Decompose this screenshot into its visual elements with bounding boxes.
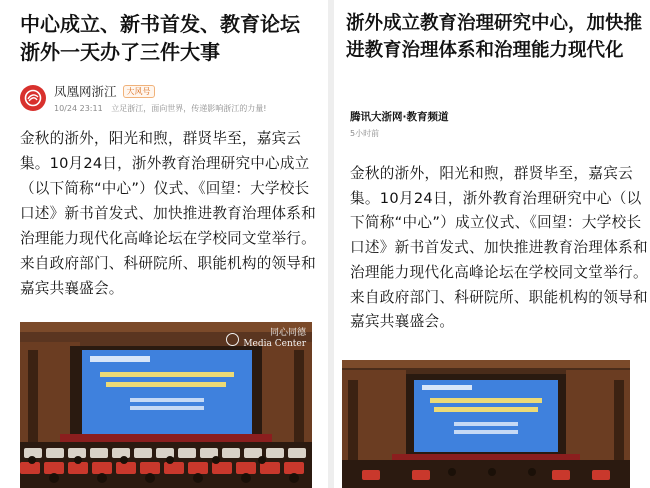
right-article-photo[interactable] [342,360,630,488]
seal-icon [226,333,239,346]
phoenix-logo-icon[interactable] [20,85,46,111]
left-source-timestamp: 10/24 23:11 [54,104,103,113]
watermark-line2: Media Center [243,339,306,349]
media-center-watermark [226,328,306,350]
right-article-headline[interactable]: 浙外成立教育治理研究中心，加快推进教育治理体系和治理能力现代化 [346,13,643,61]
left-article-panel [0,0,322,488]
right-source-meta [350,109,449,139]
left-source-name[interactable]: 凤凰网浙江 [54,84,117,99]
left-source-slogan: 立足浙江，面向世界，传递影响浙江的力量! [111,104,267,113]
right-source-name[interactable]: 腾讯大浙网·教育频道 [350,111,449,123]
left-source-row [20,80,320,116]
auditorium-photo-right [342,360,630,488]
right-source-row [350,109,449,139]
watermark-line1: 同心同德 [269,328,306,338]
source-badge: 大风号 [123,85,155,98]
left-article-photo[interactable] [20,322,312,488]
left-source-subline [54,103,272,114]
right-article-body: 金秋的浙外，阳光和煦，群贤毕至，嘉宾云集。10月24日，浙外教育治理研究中心（以下简称“中心”）成立仪式、《回望：大学校长口述》新书首发式、加快推进教育治理体系和治理能力现代化高峰论坛在学校同文堂举行。来自政府部门、科研院所、职能机构的领导和嘉宾共襄盛会。 [350,165,648,331]
left-article-body: 金秋的浙外，阳光和煦，群贤毕至，嘉宾云集。10月24日，浙外教育治理研究中心成立（以下简称“中心”）仪式、《回望：大学校长口述》新书首发式、加快推进教育治理体系和治理能力现代化高峰论坛在学校同文堂举行。来自政府部门、科研院所、职能机构的领导和嘉宾共襄盛会。 [20,130,316,297]
right-source-time: 5小时前 [350,129,380,138]
left-article-headline[interactable]: 中心成立、新书首发、教育论坛浙外一天办了三件大事 [20,12,300,64]
left-source-name-line [54,82,272,100]
left-source-meta [54,82,272,114]
